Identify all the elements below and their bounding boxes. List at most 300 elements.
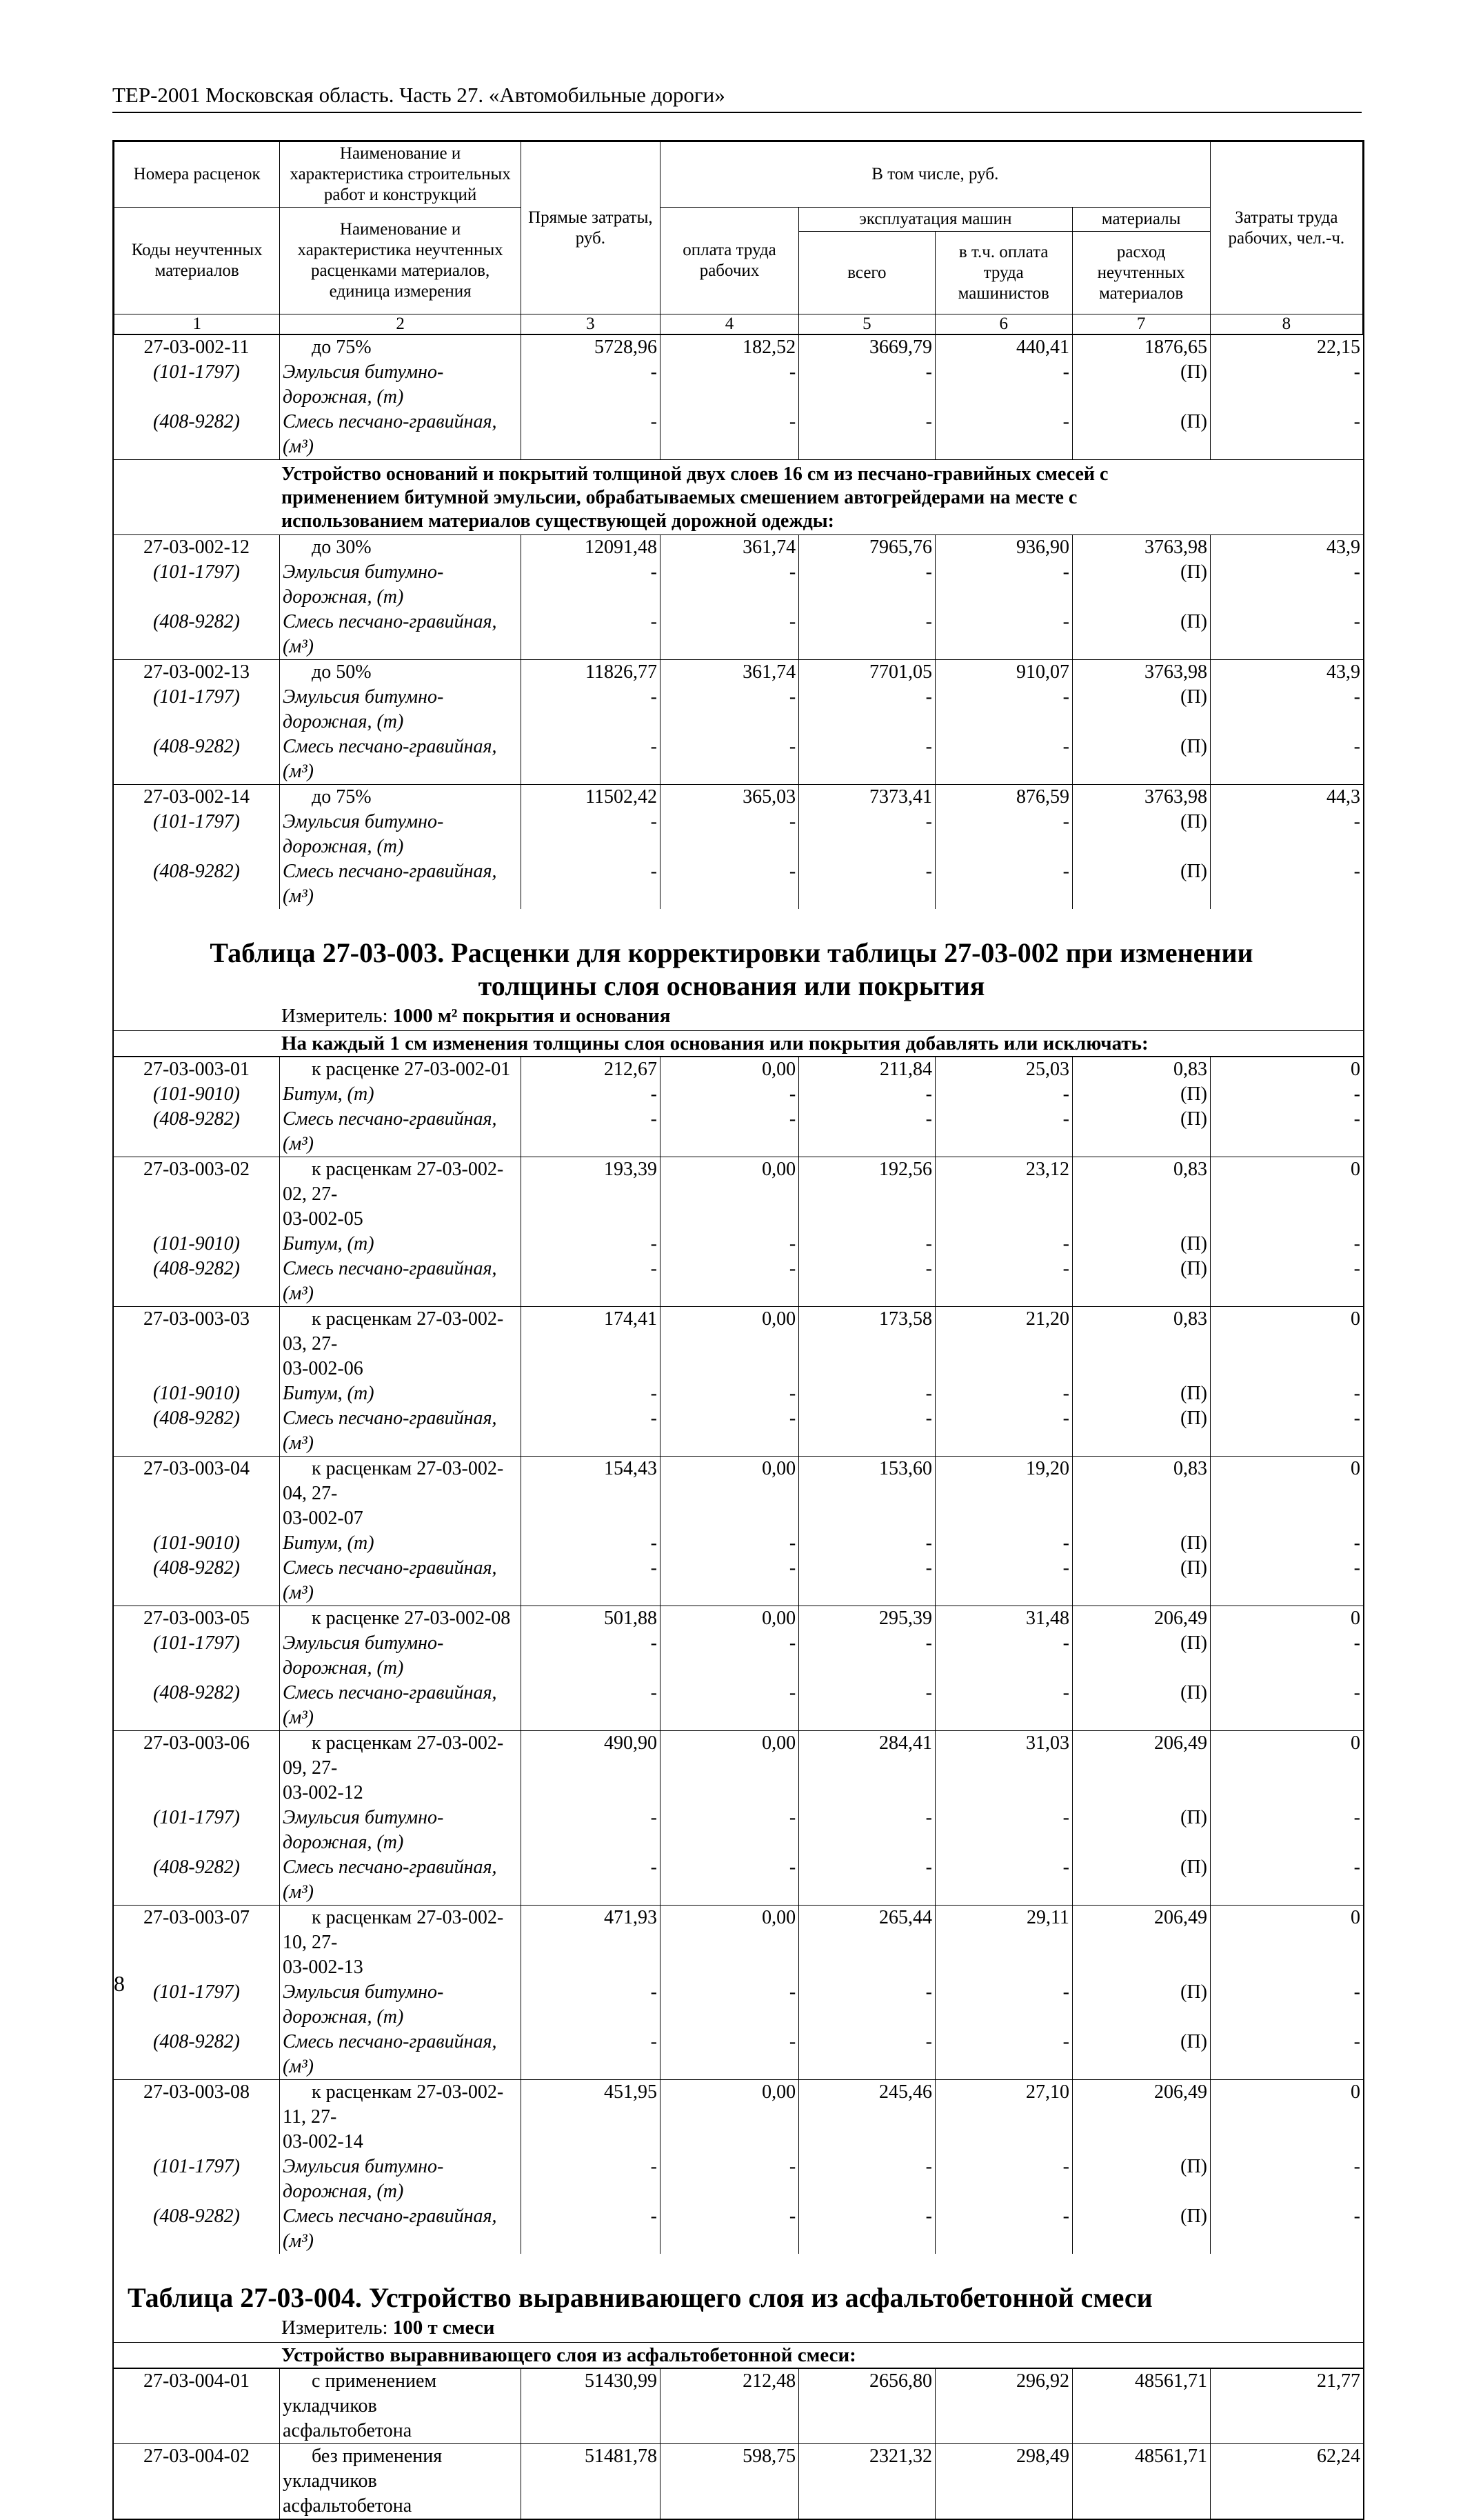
rate-value: 19,20: [935, 1457, 1072, 1532]
material-value: -: [935, 1980, 1072, 2030]
material-value: -: [935, 1107, 1072, 1157]
rate-value: 440,41: [935, 335, 1072, 361]
material-name: Битум, (т): [280, 1232, 521, 1257]
rate-name: [280, 2444, 521, 2519]
rate-code: 27-03-003-05: [114, 1606, 280, 1632]
material-value: (П): [1072, 1855, 1210, 1906]
rate-row: [114, 1157, 1363, 1232]
material-code: (408-9282): [114, 1556, 280, 1606]
rate-value: 471,93: [521, 1906, 660, 1981]
material-code: (101-1797): [114, 560, 280, 610]
rate-value: 211,84: [799, 1057, 936, 1083]
material-row: [114, 1381, 1363, 1406]
material-value: -: [1353, 861, 1360, 882]
material-value: -: [799, 560, 936, 610]
material-value: -: [521, 1257, 660, 1307]
rate-name-line1: к расценкам 27-03-002-03, 27-: [283, 1308, 504, 1354]
material-value: -: [799, 1631, 936, 1681]
rate-value: 7965,76: [799, 535, 936, 561]
material-value: (П): [1072, 1406, 1210, 1457]
material-row: [114, 810, 1363, 859]
material-code: (101-1797): [114, 360, 280, 410]
material-value: -: [799, 610, 936, 660]
rate-value: 11826,77: [521, 660, 660, 686]
material-value: -: [1353, 811, 1360, 832]
rate-value: 0,00: [660, 1906, 798, 1981]
table-003-title-line1: Таблица 27-03-003. Расценки для корректировки таблицы 27-03-002 при изменении: [210, 937, 1253, 968]
rate-code: 27-03-003-06: [114, 1731, 280, 1806]
material-value: (П): [1072, 1631, 1210, 1681]
material-value: -: [660, 560, 798, 610]
material-code: (101-9010): [114, 1381, 280, 1406]
material-value: -: [521, 734, 660, 785]
rate-value: 43,9: [1211, 660, 1363, 686]
material-row: [114, 1082, 1363, 1107]
material-value: -: [521, 1232, 660, 1257]
rate-value: 7701,05: [799, 660, 936, 686]
rate-value: 0,00: [660, 1157, 798, 1232]
material-value: -: [799, 1257, 936, 1307]
col-num: 1: [114, 314, 280, 334]
material-name: Эмульсия битумно-дорожная, (т): [280, 2154, 521, 2204]
material-value: -: [521, 1806, 660, 1855]
rate-value: 296,92: [935, 2369, 1072, 2444]
material-value: (П): [1072, 2154, 1210, 2204]
rate-value: 192,56: [799, 1157, 936, 1232]
rate-value: 2321,32: [799, 2444, 936, 2519]
material-row: [114, 859, 1363, 909]
rate-name: [280, 1157, 521, 1232]
table-header: [114, 141, 1363, 334]
material-value: -: [935, 2154, 1072, 2204]
material-value: -: [799, 685, 936, 734]
rate-value: 0: [1211, 1157, 1363, 1232]
rate-code: 27-03-003-08: [114, 2080, 280, 2155]
rate-value: 12091,48: [521, 535, 660, 561]
material-value: (П): [1072, 1556, 1210, 1606]
material-value: -: [935, 1232, 1072, 1257]
rate-row: [114, 1731, 1363, 1806]
rate-value: 3763,98: [1072, 535, 1210, 561]
material-name: Смесь песчано-гравийная, (м³): [280, 2204, 521, 2254]
rate-value: 174,41: [521, 1307, 660, 1382]
material-value: (П): [1072, 1980, 1210, 2030]
material-value: -: [799, 734, 936, 785]
rate-value: 21,20: [935, 1307, 1072, 1382]
rate-name-line1: к расценке 27-03-002-08: [312, 1608, 511, 1629]
col-num: 2: [280, 314, 521, 334]
material-name: Битум, (т): [280, 1082, 521, 1107]
rate-value: 0,00: [660, 2080, 798, 2155]
material-code: (408-9282): [114, 2204, 280, 2254]
material-name: Смесь песчано-гравийная, (м³): [280, 1855, 521, 1906]
material-code: (408-9282): [114, 1681, 280, 1731]
material-value: -: [521, 1406, 660, 1457]
rate-value: 48561,71: [1072, 2369, 1210, 2444]
rate-value: 182,52: [660, 335, 798, 361]
rate-name-line1: без применения укладчиков: [283, 2446, 443, 2492]
rate-name-line2: 03-002-14: [283, 2131, 363, 2152]
rate-value: 2656,80: [799, 2369, 936, 2444]
material-code: (408-9282): [114, 1855, 280, 1906]
col-num: 6: [935, 314, 1072, 334]
rate-value: 48561,71: [1072, 2444, 1210, 2519]
material-value: -: [1353, 1557, 1360, 1579]
material-value: -: [1353, 1857, 1360, 1878]
rate-value: 193,39: [521, 1157, 660, 1232]
material-row: [114, 560, 1363, 610]
rate-name-line1: до 75%: [312, 337, 372, 358]
material-code: (101-1797): [114, 810, 280, 859]
table-003-title: [114, 909, 1363, 1003]
rate-value: 245,46: [799, 2080, 936, 2155]
material-value: -: [1353, 1532, 1360, 1554]
material-value: -: [935, 1631, 1072, 1681]
material-value: -: [660, 2030, 798, 2080]
rate-name-line2: асфальтобетона: [283, 2420, 412, 2441]
rate-name: [280, 335, 521, 361]
rate-value: 51430,99: [521, 2369, 660, 2444]
rate-value: 3669,79: [799, 335, 936, 361]
material-name: Эмульсия битумно-дорожная, (т): [280, 685, 521, 734]
rate-value: 0: [1211, 1731, 1363, 1806]
material-value: -: [660, 1531, 798, 1556]
material-value: -: [799, 1806, 936, 1855]
material-value: (П): [1072, 360, 1210, 410]
rate-name: [280, 660, 521, 686]
rates-document: [112, 140, 1364, 2520]
rate-value: 284,41: [799, 1731, 936, 1806]
material-row: [114, 1232, 1363, 1257]
col-num: 3: [521, 314, 660, 334]
meter-value: 100 т смеси: [392, 2317, 495, 2339]
rate-value: 0,83: [1072, 1457, 1210, 1532]
material-code: (408-9282): [114, 410, 280, 460]
material-value: (П): [1072, 859, 1210, 909]
material-value: (П): [1072, 685, 1210, 734]
material-name: Смесь песчано-гравийная, (м³): [280, 1556, 521, 1606]
col-num: 8: [1210, 314, 1362, 334]
material-value: (П): [1072, 610, 1210, 660]
rate-row: [114, 1906, 1363, 1981]
header-materials: материалы: [1072, 208, 1210, 232]
material-value: -: [935, 685, 1072, 734]
rate-value: 0: [1211, 1457, 1363, 1532]
material-code: (101-9010): [114, 1531, 280, 1556]
material-value: (П): [1072, 734, 1210, 785]
rate-value: 365,03: [660, 785, 798, 810]
material-code: (408-9282): [114, 1406, 280, 1457]
header-materials-sub: расход неучтенных материалов: [1072, 232, 1210, 314]
header-machines: эксплуатация машин: [799, 208, 1073, 232]
rates-table-004: [114, 2368, 1363, 2519]
material-value: -: [521, 1631, 660, 1681]
material-row: [114, 1406, 1363, 1457]
rate-value: 25,03: [935, 1057, 1072, 1083]
rate-value: 0: [1211, 2080, 1363, 2155]
table-003-caption: На каждый 1 см изменения толщины слоя основания или покрытия добавлять или исключать:: [114, 1030, 1363, 1057]
rate-code: 27-03-004-02: [114, 2444, 280, 2519]
rate-value: 206,49: [1072, 1906, 1210, 1981]
material-value: -: [799, 2154, 936, 2204]
material-value: -: [799, 1980, 936, 2030]
material-value: -: [660, 1556, 798, 1606]
col-num: 5: [799, 314, 936, 334]
rate-value: 0,00: [660, 1057, 798, 1083]
material-value: -: [935, 560, 1072, 610]
material-value: -: [521, 810, 660, 859]
rate-value: 206,49: [1072, 2080, 1210, 2155]
material-name: Эмульсия битумно-дорожная, (т): [280, 1806, 521, 1855]
rate-value: 0,83: [1072, 1157, 1210, 1232]
material-name: Смесь песчано-гравийная, (м³): [280, 610, 521, 660]
meter-label: Измеритель:: [281, 2317, 388, 2339]
rate-row: [114, 1457, 1363, 1532]
rate-value: 212,67: [521, 1057, 660, 1083]
material-value: -: [660, 2204, 798, 2254]
material-value: -: [1353, 1981, 1360, 2003]
material-value: -: [660, 859, 798, 909]
material-value: (П): [1072, 2030, 1210, 2080]
material-code: (101-1797): [114, 1806, 280, 1855]
table-004-title: Таблица 27-03-004. Устройство выравнивающего слоя из асфальтобетонной смеси: [128, 2282, 1153, 2313]
material-value: -: [799, 1232, 936, 1257]
rate-name: [280, 1606, 521, 1632]
rate-value: 501,88: [521, 1606, 660, 1632]
material-value: -: [935, 1257, 1072, 1307]
material-name: Эмульсия битумно-дорожная, (т): [280, 810, 521, 859]
material-value: (П): [1072, 1257, 1210, 1307]
material-value: -: [1353, 1383, 1360, 1404]
material-value: -: [1353, 736, 1360, 757]
material-row: [114, 1855, 1363, 1906]
rate-value: 23,12: [935, 1157, 1072, 1232]
rate-value: 154,43: [521, 1457, 660, 1532]
rate-code: 27-03-002-13: [114, 660, 280, 686]
material-value: (П): [1072, 560, 1210, 610]
header-col1-bottom: Коды неучтенных материалов: [114, 208, 280, 314]
material-value: -: [1353, 1408, 1360, 1429]
rate-code: 27-03-003-04: [114, 1457, 280, 1532]
material-value: -: [521, 1107, 660, 1157]
material-row: [114, 734, 1363, 785]
rate-name-line1: к расценкам 27-03-002-02, 27-: [283, 1159, 504, 1205]
rate-value: 0: [1211, 1057, 1363, 1083]
header-including: В том числе, руб.: [660, 142, 1210, 208]
material-code: (101-1797): [114, 2154, 280, 2204]
material-value: -: [935, 1381, 1072, 1406]
material-code: (408-9282): [114, 1257, 280, 1307]
rates-table-003: [114, 1057, 1363, 2254]
rate-value: 361,74: [660, 660, 798, 686]
material-value: -: [799, 2204, 936, 2254]
material-value: (П): [1072, 1531, 1210, 1556]
rate-name: [280, 1057, 521, 1083]
material-value: -: [935, 2204, 1072, 2254]
material-value: -: [660, 685, 798, 734]
material-row: [114, 1631, 1363, 1681]
material-value: -: [521, 360, 660, 410]
material-value: -: [660, 360, 798, 410]
material-code: (408-9282): [114, 859, 280, 909]
rate-code: 27-03-002-11: [114, 335, 280, 361]
material-row: [114, 1257, 1363, 1307]
material-value: -: [521, 1980, 660, 2030]
page-number: 8: [114, 1971, 125, 1996]
rate-value: 876,59: [935, 785, 1072, 810]
material-value: -: [521, 2030, 660, 2080]
material-value: -: [935, 360, 1072, 410]
material-name: Смесь песчано-гравийная, (м³): [280, 1257, 521, 1307]
material-value: -: [799, 1681, 936, 1731]
rate-value: 0: [1211, 1906, 1363, 1981]
material-value: (П): [1072, 1681, 1210, 1731]
material-value: -: [1353, 1632, 1360, 1654]
material-code: (408-9282): [114, 610, 280, 660]
material-value: -: [521, 685, 660, 734]
rate-name-line1: к расценкам 27-03-002-11, 27-: [283, 2081, 504, 2128]
material-code: (101-1797): [114, 1980, 280, 2030]
material-value: -: [799, 1406, 936, 1457]
material-name: Эмульсия битумно-дорожная, (т): [280, 360, 521, 410]
material-value: -: [935, 1082, 1072, 1107]
rate-value: 490,90: [521, 1731, 660, 1806]
rate-name-line1: к расценкам 27-03-002-10, 27-: [283, 1907, 504, 1953]
material-value: -: [799, 360, 936, 410]
rate-row: [114, 2080, 1363, 2155]
material-row: [114, 2154, 1363, 2204]
rate-code: 27-03-003-07: [114, 1906, 280, 1981]
rate-code: 27-03-003-01: [114, 1057, 280, 1083]
header-machines-total: всего: [799, 232, 936, 314]
material-value: -: [799, 1531, 936, 1556]
rate-value: 22,15: [1211, 335, 1363, 361]
rate-name: [280, 2080, 521, 2155]
rate-name: [280, 2369, 521, 2444]
rate-name: [280, 1457, 521, 1532]
material-value: -: [660, 1381, 798, 1406]
rate-value: 21,77: [1211, 2369, 1363, 2444]
material-value: -: [521, 1531, 660, 1556]
material-value: -: [1353, 1108, 1360, 1130]
material-value: (П): [1072, 810, 1210, 859]
rate-name-line2: 03-002-06: [283, 1358, 363, 1379]
material-value: -: [935, 2030, 1072, 2080]
material-value: -: [935, 1806, 1072, 1855]
rate-name-line2: 03-002-05: [283, 1208, 363, 1230]
material-value: (П): [1072, 1232, 1210, 1257]
material-value: -: [1353, 2031, 1360, 2052]
header-col2-bottom: Наименование и характеристика неучтенных расценками материалов, единица измерения: [280, 208, 521, 314]
rate-value: 0,00: [660, 1606, 798, 1632]
material-value: -: [660, 2154, 798, 2204]
material-name: Эмульсия битумно-дорожная, (т): [280, 1631, 521, 1681]
rate-value: 295,39: [799, 1606, 936, 1632]
material-row: [114, 1556, 1363, 1606]
material-value: -: [799, 1107, 936, 1157]
material-value: -: [521, 1681, 660, 1731]
material-row: [114, 360, 1363, 410]
material-code: (101-9010): [114, 1232, 280, 1257]
material-value: (П): [1072, 1107, 1210, 1157]
rate-name: [280, 785, 521, 810]
table-003-meter: [114, 1003, 1363, 1030]
material-value: -: [660, 1082, 798, 1107]
material-value: -: [935, 1406, 1072, 1457]
material-value: (П): [1072, 1082, 1210, 1107]
material-value: -: [799, 810, 936, 859]
material-name: Смесь песчано-гравийная, (м³): [280, 410, 521, 460]
rates-section-a: [114, 334, 1363, 909]
material-value: -: [660, 610, 798, 660]
material-row: [114, 1107, 1363, 1157]
material-value: -: [1353, 1682, 1360, 1703]
material-value: -: [799, 2030, 936, 2080]
material-value: -: [521, 1381, 660, 1406]
rate-value: 0: [1211, 1606, 1363, 1632]
header-col2-top: Наименование и характеристика строительных работ и конструкций: [280, 142, 521, 208]
rate-row: [114, 1307, 1363, 1382]
header-labor-pay: оплата труда рабочих: [660, 208, 798, 314]
rate-value: 451,95: [521, 2080, 660, 2155]
material-code: (101-9010): [114, 1082, 280, 1107]
rate-name-line1: к расценкам 27-03-002-04, 27-: [283, 1458, 504, 1504]
rate-value: 29,11: [935, 1906, 1072, 1981]
material-value: -: [1353, 1807, 1360, 1828]
rate-value: 31,03: [935, 1731, 1072, 1806]
material-code: (408-9282): [114, 734, 280, 785]
rate-code: 27-03-002-12: [114, 535, 280, 561]
rate-code: 27-03-002-14: [114, 785, 280, 810]
rate-row: [114, 660, 1363, 686]
rate-value: 0,83: [1072, 1057, 1210, 1083]
material-value: -: [935, 1556, 1072, 1606]
rate-name-line1: до 50%: [312, 661, 372, 683]
material-value: -: [1353, 411, 1360, 432]
material-value: -: [799, 1381, 936, 1406]
material-value: -: [521, 2204, 660, 2254]
rate-value: 3763,98: [1072, 785, 1210, 810]
material-value: -: [521, 1082, 660, 1107]
rate-row: [114, 2369, 1363, 2444]
material-row: [114, 2204, 1363, 2254]
rate-value: 1876,65: [1072, 335, 1210, 361]
rate-name: [280, 1906, 521, 1981]
rate-value: 212,48: [660, 2369, 798, 2444]
rate-code: 27-03-003-02: [114, 1157, 280, 1232]
material-code: (408-9282): [114, 2030, 280, 2080]
material-value: -: [1353, 2206, 1360, 2227]
material-value: -: [935, 810, 1072, 859]
rate-value: 44,3: [1211, 785, 1363, 810]
material-row: [114, 1681, 1363, 1731]
material-value: -: [521, 2154, 660, 2204]
rate-row: [114, 1606, 1363, 1632]
material-value: -: [799, 859, 936, 909]
material-code: (101-1797): [114, 1631, 280, 1681]
material-name: Эмульсия битумно-дорожная, (т): [280, 1980, 521, 2030]
rate-value: 206,49: [1072, 1606, 1210, 1632]
material-value: -: [1353, 1083, 1360, 1105]
rate-value: 173,58: [799, 1307, 936, 1382]
table-003-title-line2: толщины слоя основания или покрытия: [478, 970, 985, 1001]
rate-value: 0: [1211, 1307, 1363, 1382]
rate-value: 598,75: [660, 2444, 798, 2519]
rate-value: 51481,78: [521, 2444, 660, 2519]
material-row: [114, 1531, 1363, 1556]
meter-label: Измеритель:: [281, 1005, 388, 1027]
rate-value: 0,00: [660, 1731, 798, 1806]
